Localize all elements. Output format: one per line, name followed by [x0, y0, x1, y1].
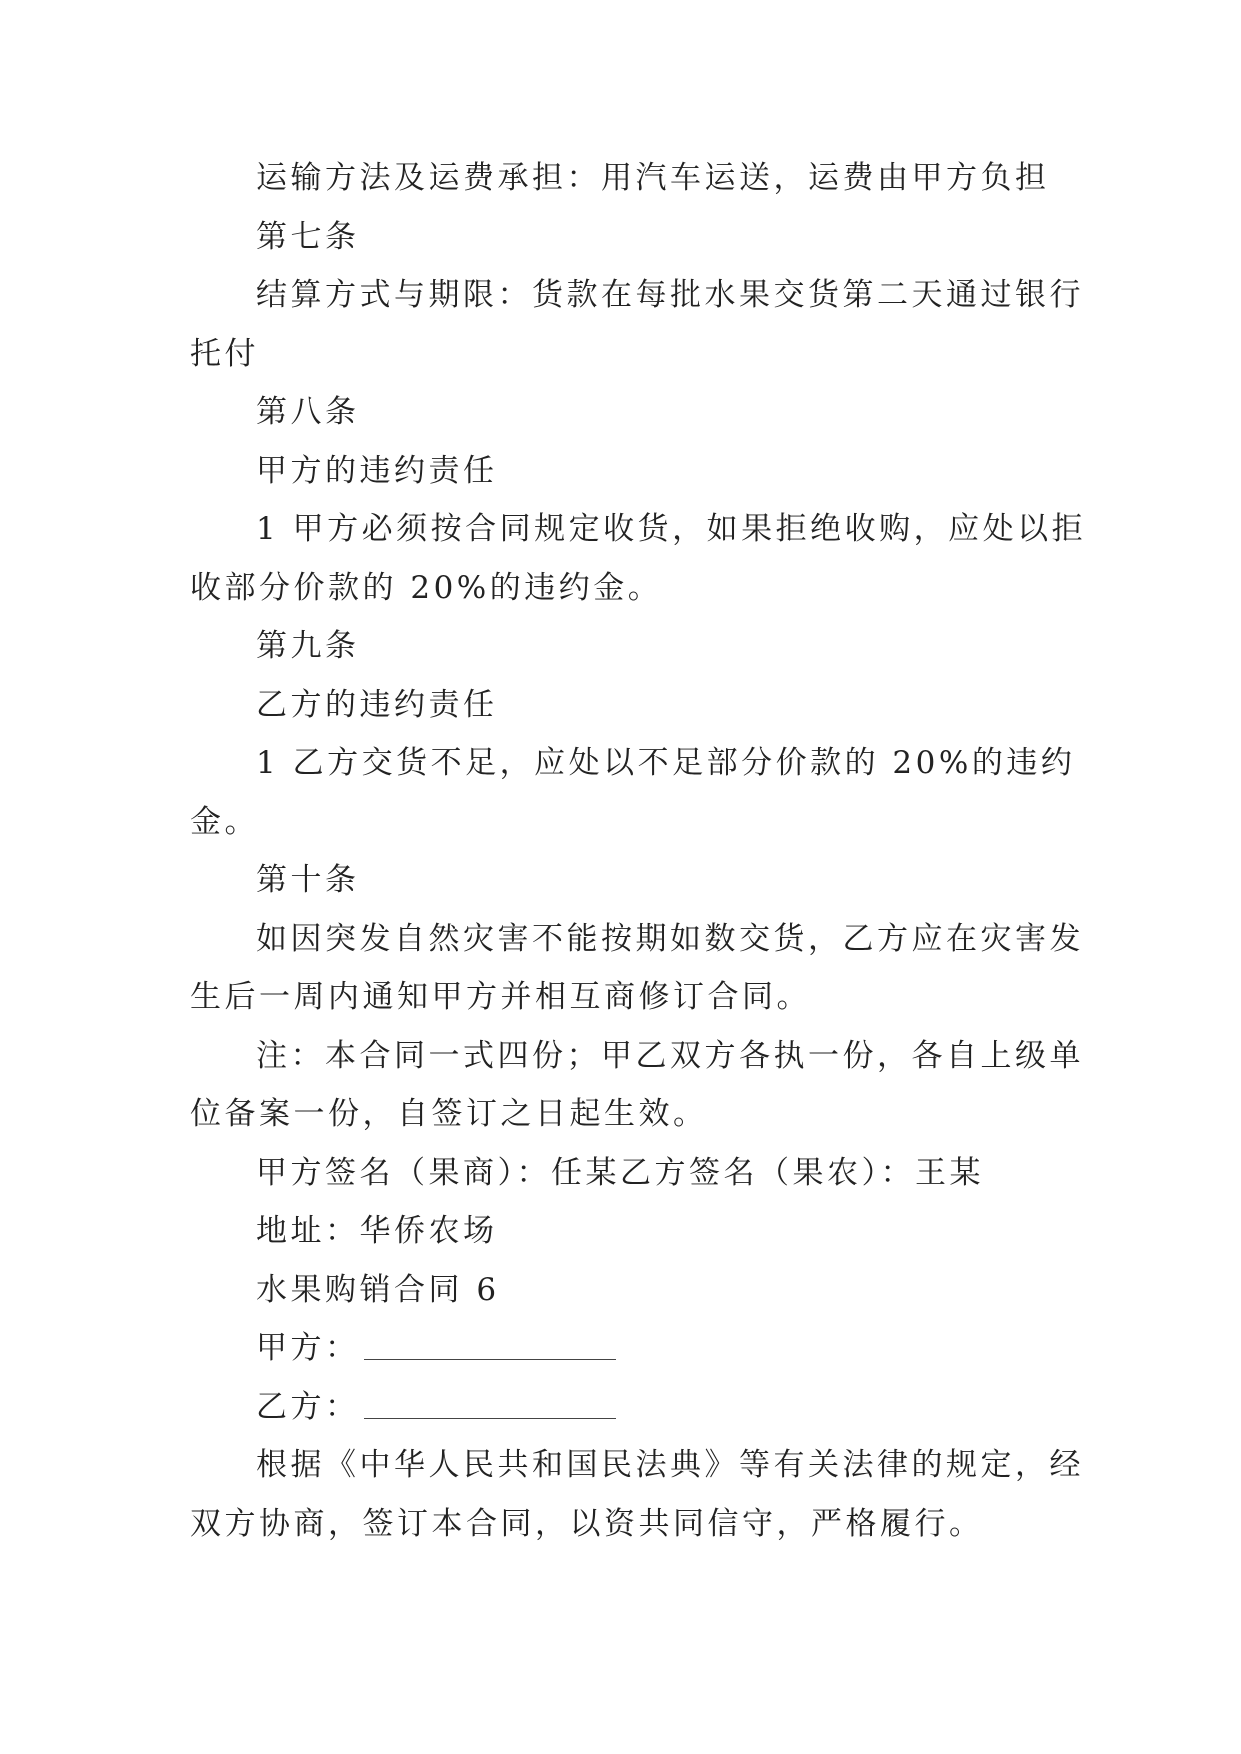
force-majeure-text-cont: 生后一周内通知甲方并相互商修订合同。: [190, 979, 811, 1015]
party-a-liability-title: 甲方的违约责任: [256, 453, 498, 489]
preamble-text-cont: 双方协商，签订本合同，以资共同信守，严格履行。: [190, 1506, 984, 1542]
party-a-liability-text-cont: 收部分价款的 20%的违约金。: [190, 570, 663, 606]
party-a-blank: [364, 1357, 616, 1360]
party-b-field: [256, 1387, 616, 1427]
party-b-liability-text: 1 乙方交货不足，应处以不足部分价款的 20%的违约: [256, 745, 1076, 781]
party-a-label: 甲方：: [256, 1330, 360, 1366]
article-7-heading: 第七条: [256, 219, 360, 255]
force-majeure-text: 如因突发自然灾害不能按期如数交货，乙方应在灾害发: [256, 921, 1084, 957]
article-8-heading: 第八条: [256, 394, 360, 430]
party-b-blank: [364, 1416, 616, 1419]
party-b-liability-text-cont: 金。: [190, 804, 259, 840]
address-line: 地址：华侨农场: [256, 1213, 498, 1249]
settlement-clause-cont: 托付: [190, 336, 259, 372]
party-b-liability-title: 乙方的违约责任: [256, 687, 498, 723]
preamble-text: 根据《中华人民共和国民法典》等有关法律的规定，经: [256, 1447, 1084, 1483]
article-9-heading: 第九条: [256, 628, 360, 664]
settlement-clause: 结算方式与期限：货款在每批水果交货第二天通过银行: [256, 277, 1084, 313]
party-b-label: 乙方：: [256, 1389, 360, 1425]
signatures-line: 甲方签名（果商）：任某乙方签名（果农）：王某: [256, 1155, 984, 1191]
contract-6-title: 水果购销合同 6: [256, 1272, 500, 1308]
note-text-cont: 位备案一份，自签订之日起生效。: [190, 1096, 708, 1132]
note-text: 注：本合同一式四份；甲乙双方各执一份，各自上级单: [256, 1038, 1084, 1074]
party-a-liability-text: 1 甲方必须按合同规定收货，如果拒绝收购，应处以拒: [256, 511, 1087, 547]
article-10-heading: 第十条: [256, 862, 360, 898]
party-a-field: [256, 1328, 616, 1368]
transport-clause: 运输方法及运费承担：用汽车运送，运费由甲方负担: [256, 160, 1050, 196]
